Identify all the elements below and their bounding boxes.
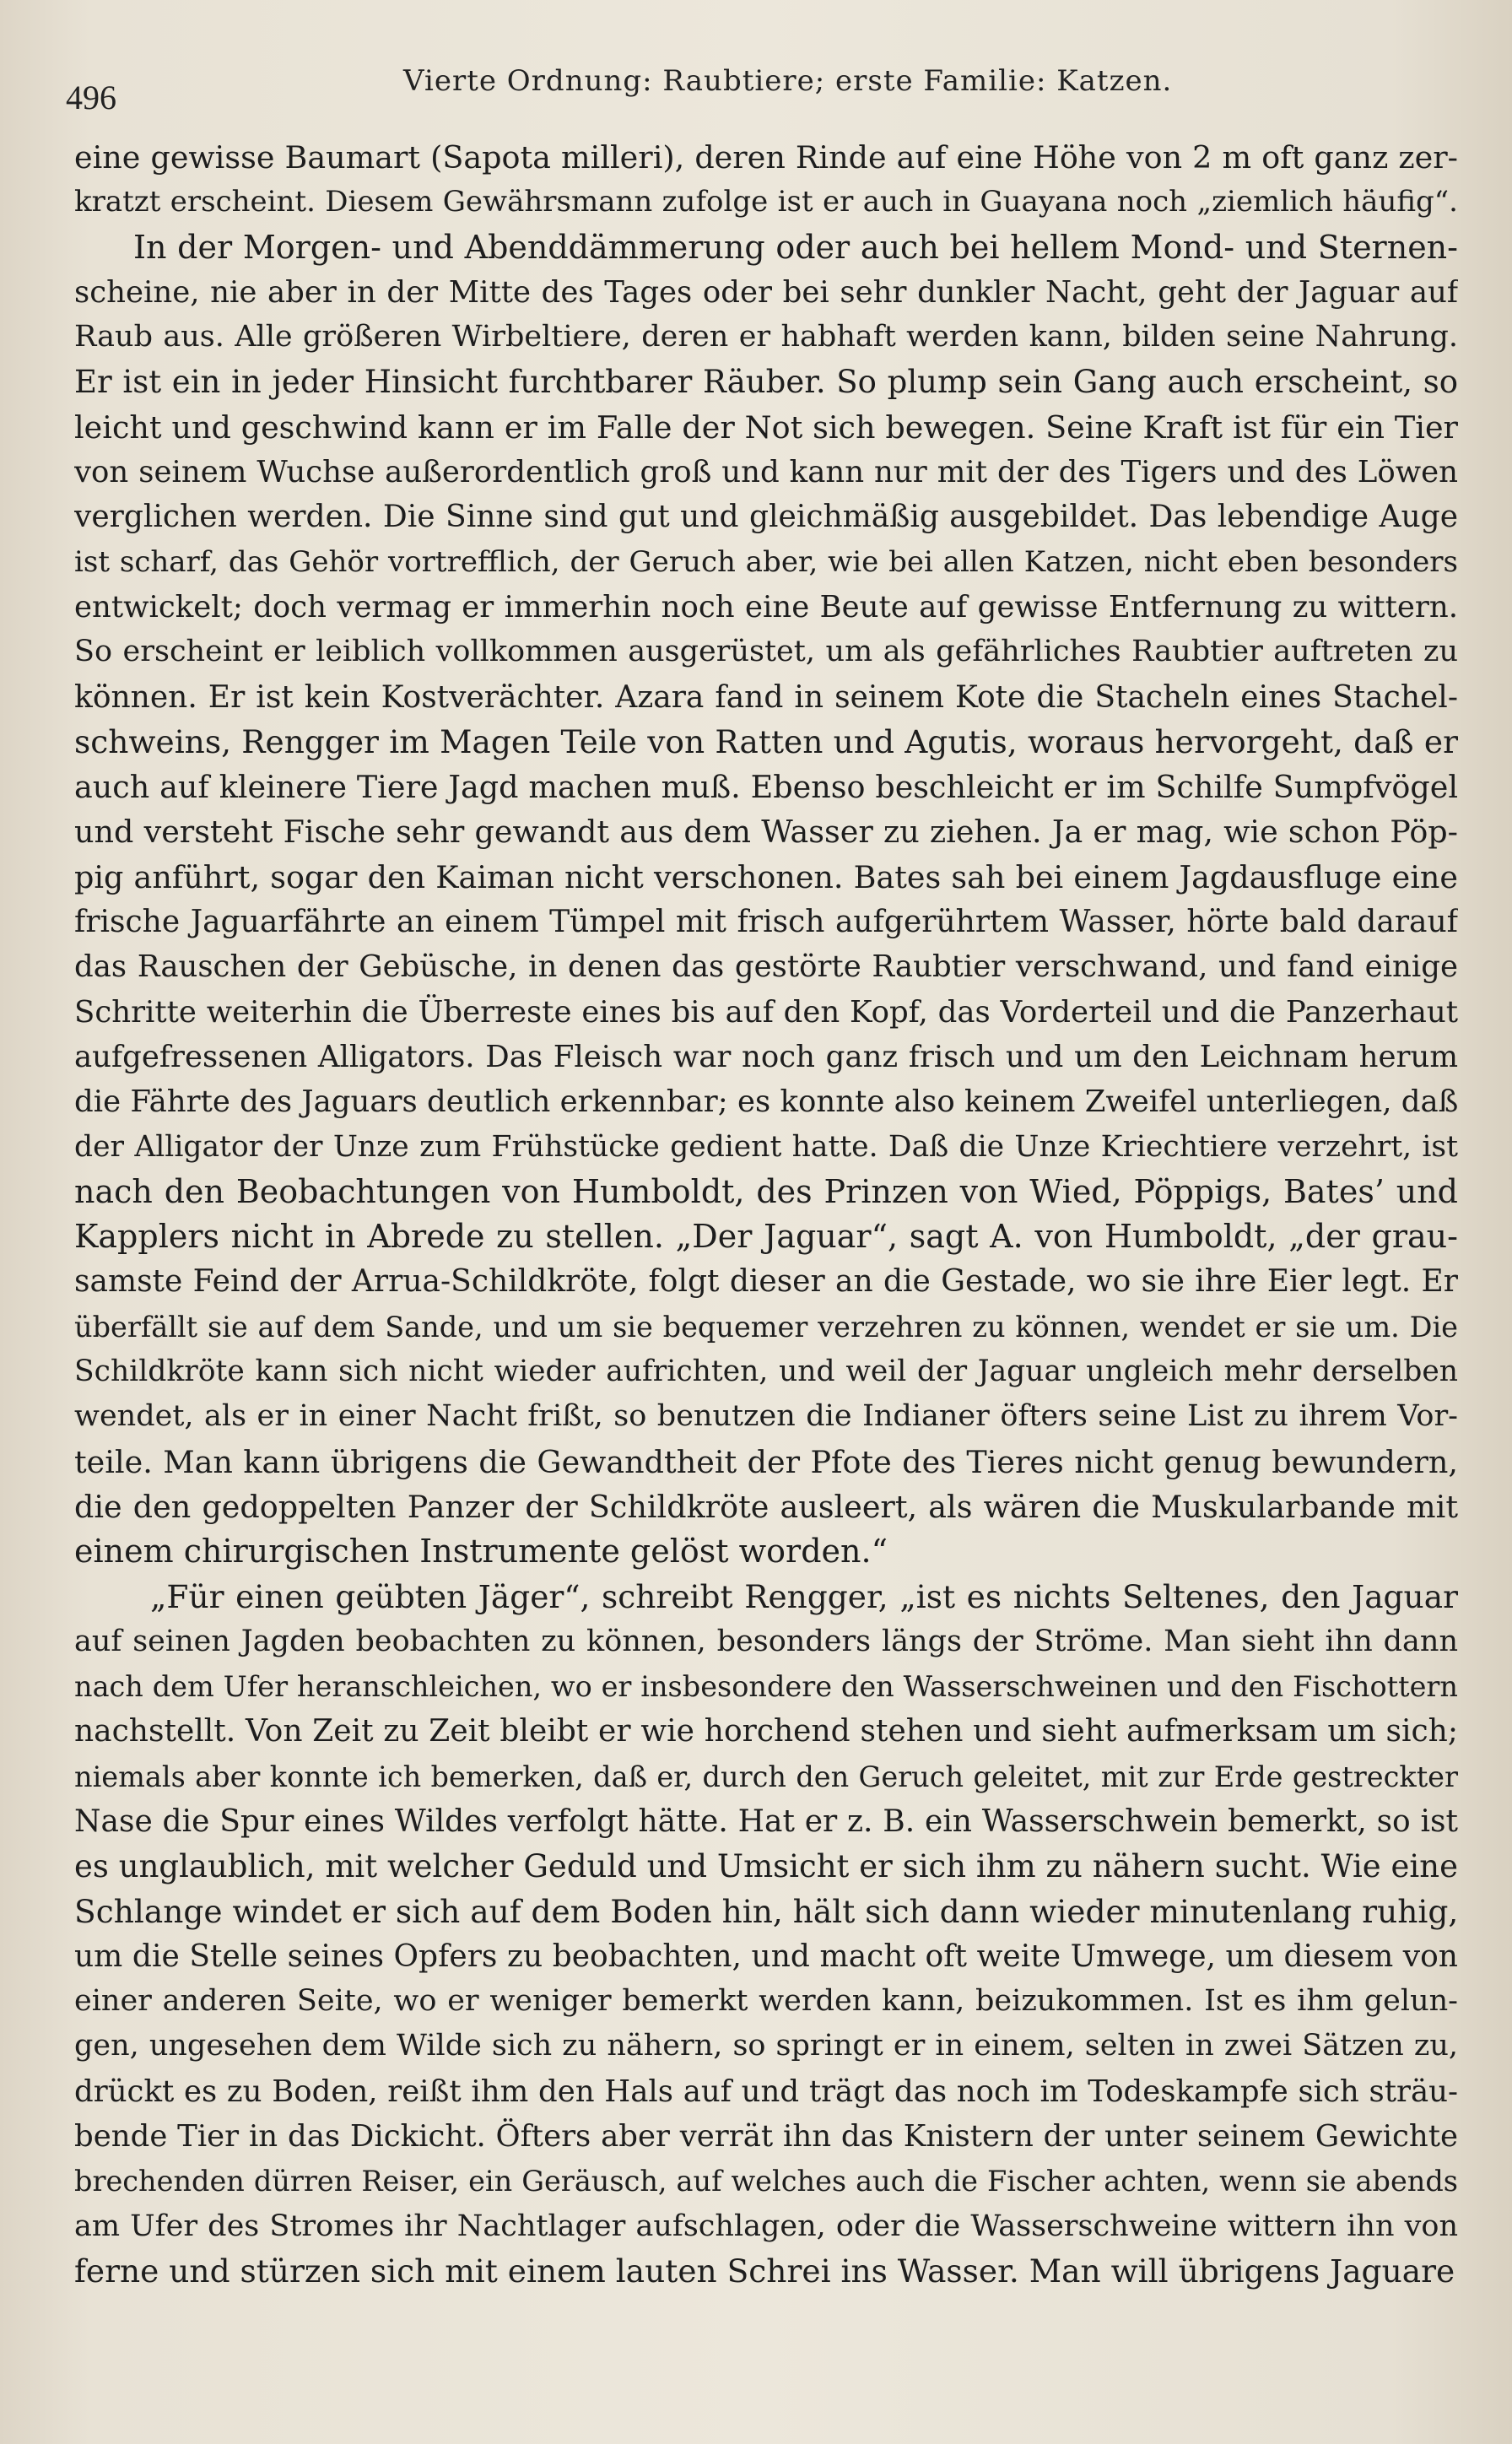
text-line: scheine, nie aber in der Mitte des Tages oder bei sehr dunkler Nacht, geht der Jaguar auf	[74, 274, 1458, 310]
text-line: das Rauschen der Gebüsche, in denen das gestörte Raubtier verschwand, und fand einige	[74, 949, 1458, 985]
paragraph	[74, 135, 1458, 1575]
text-line: Kapplers nicht in Abrede zu stellen. „Der Jaguar“, sagt A. von Humboldt, „der grau-	[74, 1218, 1458, 1256]
paragraph	[74, 1575, 1458, 2295]
text-line: um die Stelle seines Opfers zu beobachten, und macht oft weite Umwege, um diesem von	[74, 1938, 1458, 1974]
text-line: samste Feind der Arrua-Schildkröte, folgt dieser an die Gestade, wo sie ihre Eier legt. Er	[74, 1264, 1458, 1300]
text-line: Schlange windet er sich auf dem Boden hin, hält sich dann wieder minutenlang ruhig,	[74, 1892, 1458, 1930]
page-header	[66, 59, 1466, 127]
text-line: einer anderen Seite, wo er weniger bemerkt werden kann, beizukommen. Ist es ihm gelun-	[74, 1984, 1458, 2019]
text-line: drückt es zu Boden, reißt ihm den Hals auf und trägt das noch im Todeskampfe sich sträu-	[74, 2074, 1458, 2109]
text-line: nach dem Ufer heranschleichen, wo er insbesondere den Wasserschweinen und den Fischottern	[74, 1670, 1458, 1704]
text-line: nachstellt. Von Zeit zu Zeit bleibt er wie horchend stehen und sieht aufmerksam um sich;	[74, 1714, 1458, 1749]
text-line: brechenden dürren Reiser, ein Geräusch, auf welches auch die Fischer achten, wenn sie abends	[74, 2165, 1458, 2198]
text-line: teile. Man kann übrigens die Gewandtheit der Pfote des Tieres nicht genug bewundern,	[74, 1443, 1458, 1480]
text-line: Raub aus. Alle größeren Wirbeltiere, deren er habhaft werden kann, bilden seine Nahrung.	[74, 320, 1458, 354]
text-line: entwickelt; doch vermag er immerhin noch eine Beute auf gewisse Entfernung zu wittern.	[74, 589, 1458, 625]
text-line: Schildkröte kann sich nicht wieder aufrichten, und weil der Jaguar ungleich mehr derselben	[74, 1354, 1458, 1389]
body-text	[74, 135, 1458, 2294]
text-line: nach den Beobachtungen von Humboldt, des Prinzen von Wied, Pöppigs, Bates’ und	[74, 1172, 1458, 1210]
running-head: Vierte Ordnung: Raubtiere; erste Familie: Katzen.	[403, 64, 1173, 98]
text-line: überfällt sie auf dem Sande, und um sie bequemer verzehren zu können, wendet er sie um. Die	[74, 1310, 1458, 1344]
text-line: schweins, Rengger im Magen Teile von Ratten und Agutis, woraus hervorgeht, daß er	[74, 722, 1458, 760]
page-number: 496	[66, 78, 116, 116]
text-line: Nase die Spur eines Wildes verfolgt hätte. Hat er z. B. ein Wasserschwein bemerkt, so ist	[74, 1803, 1458, 1839]
text-line: bende Tier in das Dickicht. Öfters aber verrät ihn das Knistern der unter seinem Gewichte	[74, 2119, 1458, 2155]
text-line: aufgefressenen Alligators. Das Fleisch war noch ganz frisch und um den Leichnam herum	[74, 1039, 1458, 1074]
text-line: gen, ungesehen dem Wilde sich zu nähern, so springt er in einem, selten in zwei Sätzen zu,	[74, 2029, 1458, 2063]
text-line: „Für einen geübten Jäger“, schreibt Rengger, „ist es nichts Seltenes, den Jaguar	[150, 1577, 1458, 1615]
text-line: ferne und stürzen sich mit einem lauten Schrei ins Wasser. Man will übrigens Jaguare	[74, 2252, 1455, 2290]
text-line: niemals aber konnte ich bemerken, daß er, durch den Geruch geleitet, mit zur Erde gestreckter	[74, 1760, 1458, 1793]
text-line: auf seinen Jagden beobachten zu können, besonders längs der Ströme. Man sieht ihn dann	[74, 1624, 1458, 1658]
text-line: kratzt erscheint. Diesem Gewährsmann zufolge ist er auch in Guayana noch „ziemlich häufig“.	[74, 185, 1458, 219]
text-line: ist scharf, das Gehör vortrefflich, der Geruch aber, wie bei allen Katzen, nicht eben besonders	[74, 544, 1458, 579]
text-line: verglichen werden. Die Sinne sind gut und gleichmäßig ausgebildet. Das lebendige Auge	[74, 500, 1458, 535]
text-line: wendet, als er in einer Nacht frißt, so benutzen die Indianer öfters seine List zu ihrem Vor-	[74, 1399, 1458, 1434]
text-line: auch auf kleinere Tiere Jagd machen muß. Ebenso beschleicht er im Schilfe Sumpfvögel	[74, 769, 1458, 806]
text-line: So erscheint er leiblich vollkommen ausgerüstet, um als gefährliches Raubtier auftreten zu	[74, 635, 1458, 669]
text-line: und versteht Fische sehr gewandt aus dem Wasser zu ziehen. Ja er mag, wie schon Pöp-	[74, 814, 1458, 851]
text-line: der Alligator der Unze zum Frühstücke gedient hatte. Daß die Unze Kriechtiere verzehrt, ist	[74, 1129, 1458, 1164]
text-line: es unglaublich, mit welcher Geduld und Umsicht er sich ihm zu nähern sucht. Wie eine	[74, 1848, 1458, 1885]
text-line: In der Morgen- und Abenddämmerung oder auch bei hellem Mond- und Sternen-	[133, 228, 1458, 266]
text-line: die Fährte des Jaguars deutlich erkennbar; es konnte also keinem Zweifel unterliegen, daß	[74, 1084, 1458, 1120]
text-line: am Ufer des Stromes ihr Nachtlager aufschlagen, oder die Wasserschweine wittern ihn von	[74, 2209, 1458, 2243]
text-line: die den gedoppelten Panzer der Schildkröte ausleert, als wären die Muskularbande mit	[74, 1488, 1458, 1525]
text-line: frische Jaguarfährte an einem Tümpel mit frisch aufgerührtem Wasser, hörte bald darauf	[74, 905, 1458, 940]
text-line: einem chirurgischen Instrumente gelöst worden.“	[74, 1533, 888, 1571]
text-line: eine gewisse Baumart (Sapota milleri), deren Rinde auf eine Höhe von 2 m oft ganz zer-	[74, 139, 1458, 176]
text-line: Schritte weiterhin die Überreste eines bis auf den Kopf, das Vorderteil und die Panzerhaut	[74, 994, 1458, 1030]
text-line: von seinem Wuchse außerordentlich groß und kann nur mit der des Tigers und des Löwen	[74, 455, 1458, 490]
text-line: können. Er ist kein Kostverächter. Azara fand in seinem Kote die Stacheln eines Stachel-	[74, 679, 1458, 715]
text-line: Er ist ein in jeder Hinsicht furchtbarer Räuber. So plump sein Gang auch erscheint, so	[74, 364, 1458, 401]
text-line: leicht und geschwind kann er im Falle der Not sich bewegen. Seine Kraft ist für ein Tier	[74, 408, 1458, 446]
text-line: pig anführt, sogar den Kaiman nicht verschonen. Bates sah bei einem Jagdausfluge eine	[74, 858, 1458, 895]
